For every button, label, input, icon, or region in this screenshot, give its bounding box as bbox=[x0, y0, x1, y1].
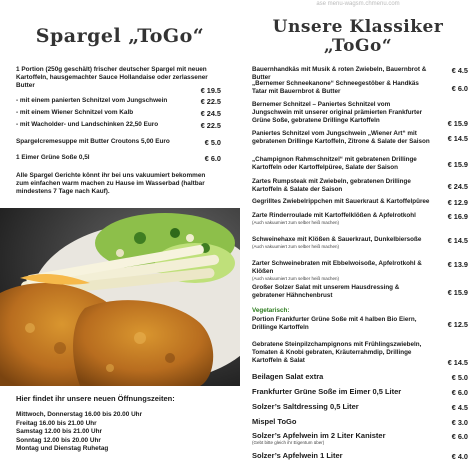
menu-item: Bernemer Schnitzel – Paniertes Schnitzel vom Jungschwein mit unserer original prämierten Frankfurter Grüne Soße, gebratene Drillinge Kartoffeln € 15.9 bbox=[252, 101, 468, 128]
menu-item: Schweinehaxe mit Klößen & Sauerkraut, Dunkelbiersoße (Auch vakuumiert zum selber heiß machen) € 14.5 bbox=[252, 236, 468, 249]
extra-item: Solzer’s Apfelwein 1 Liter € 4.0 bbox=[252, 451, 468, 461]
spargel-title: Spargel „ToGo“ bbox=[35, 25, 205, 47]
menu-item: Großer Solzer Salat mit unserem Hausdressing & gebratener Hähnchenbrust € 15.9 bbox=[252, 284, 468, 299]
klassiker-title bbox=[242, 18, 474, 56]
opening-hours-title: Hier findet ihr unsere neuen Öffnungszeiten: bbox=[16, 394, 175, 403]
spargel-option: - mit einem panierten Schnitzel vom Jungschwein € 22.5 bbox=[16, 97, 221, 106]
extra-item: Solzer’s Apfelwein im 2 Liter Kanister (Gebt bitte gleich ihr Eigentum über) € 6.0 bbox=[252, 431, 468, 445]
vacuum-note: Alle Spargel Gerichte könnt ihr bei uns vakuumiert bekommen zum einfachen warm machen zu Hause im Wasserbad (haltbar mindestens 7 Tage nach Kauf). bbox=[16, 172, 206, 195]
veg-item: Gebratene Steinpilzchampignons mit Frühlingszwiebeln, Tomaten & Knobi gebraten, Kräuterrahmdip, Drillinge Kartoffeln & Salat € 14.5 bbox=[252, 341, 468, 367]
extra-item: Beilagen Salat extra € 5.0 bbox=[252, 372, 468, 382]
hours-line: Montag und Dienstag Ruhetag bbox=[16, 445, 109, 452]
vegetarian-heading: Vegetarisch: bbox=[252, 307, 290, 314]
spargel-intro-text: 1 Portion (250g geschält) frischer deutscher Spargel mit neuen Kartoffeln, hausgemachter Sauce Hollandaise oder zerlassener Butter bbox=[16, 66, 208, 89]
menu-item: Zartes Rumpsteak mit Zwiebeln, gebratenen Drillinge Kartoffeln & Salate der Saison € 24.5 bbox=[252, 178, 468, 193]
hours-line: Freitag 16.00 bis 21.00 Uhr bbox=[16, 419, 97, 427]
klassiker-title-line2: „ToGo“ bbox=[323, 36, 393, 56]
klassiker-title-line1: Unsere Klassiker bbox=[272, 17, 444, 37]
menu-item: Paniertes Schnitzel vom Jungschwein „Wiener Art“ mit gebratenen Drillinge Kartoffeln, Zitrone & Salate der Saison € 14.5 bbox=[252, 130, 468, 145]
food-photo bbox=[0, 208, 240, 386]
menu-item: Zarter Schweinebraten mit Ebbelwoisoße, Apfelrotkohl & Klößen (Auch vakuumiert zum selber heiß machen) € 13.9 bbox=[252, 260, 468, 281]
spargel-soup: Spargelcremesuppe mit Butter Croutons 5,00 Euro € 5.0 bbox=[16, 138, 221, 147]
opening-hours bbox=[16, 394, 231, 454]
schnitzel-asparagus-image bbox=[0, 208, 240, 386]
menu-item: Bauernhandkäs mit Musik & roten Zwiebeln, Bauernbrot & Butter € 4.5 bbox=[252, 66, 468, 81]
spargel-intro-price: € 19.5 bbox=[200, 86, 221, 95]
menu-item: „Bernemer Schneekanone“ Schneegestöber & Handkäs Tatar mit Bauernbrot & Butter € 6.0 bbox=[252, 80, 468, 95]
spargel-option: - mit Wacholder- und Landschinken 22,50 Euro € 22.5 bbox=[16, 121, 221, 130]
extra-item: Frankfurter Grüne Soße im Eimer 0,5 Liter € 6.0 bbox=[252, 387, 468, 397]
watermark: ase menu-wagsm.chmenu.com bbox=[316, 1, 400, 7]
extra-item: Solzer’s Saltdressing 0,5 Liter € 4.5 bbox=[252, 402, 468, 412]
menu-item: „Champignon Rahmschnitzel“ mit gebratenen Drillinge Kartoffeln oder Kartoffelpüree, Salate der Saison € 15.9 bbox=[252, 156, 468, 171]
extra-item: Mispel ToGo € 3.0 bbox=[252, 417, 468, 427]
veg-item: Portion Frankfurter Grüne Soße mit 4 halben Bio Eiern, Drillinge Kartoffeln € 12.5 bbox=[252, 316, 468, 331]
gruene-sosse: 1 Eimer Grüne Soße 0,5l € 6.0 bbox=[16, 154, 221, 163]
hours-line: Mittwoch, Donnerstag 16.00 bis 20.00 Uhr bbox=[16, 411, 143, 418]
hours-line: Sonntag 12.00 bis 20.00 Uhr bbox=[16, 436, 101, 444]
menu-item: Gegrilltes Zwiebelrippchen mit Sauerkraut & Kartoffelpüree € 12.9 bbox=[252, 198, 468, 207]
hours-line: Samstag 12.00 bis 21.00 Uhr bbox=[16, 428, 102, 435]
menu-item: Zarte Rinderroulade mit Kartoffelklößen & Apfelrotkohl (Auch vakuumiert zum selber heiß machen) € 16.9 bbox=[252, 212, 468, 225]
spargel-option: - mit einem Wiener Schnitzel vom Kalb € 24.5 bbox=[16, 109, 221, 118]
spargel-intro-row bbox=[16, 86, 221, 95]
